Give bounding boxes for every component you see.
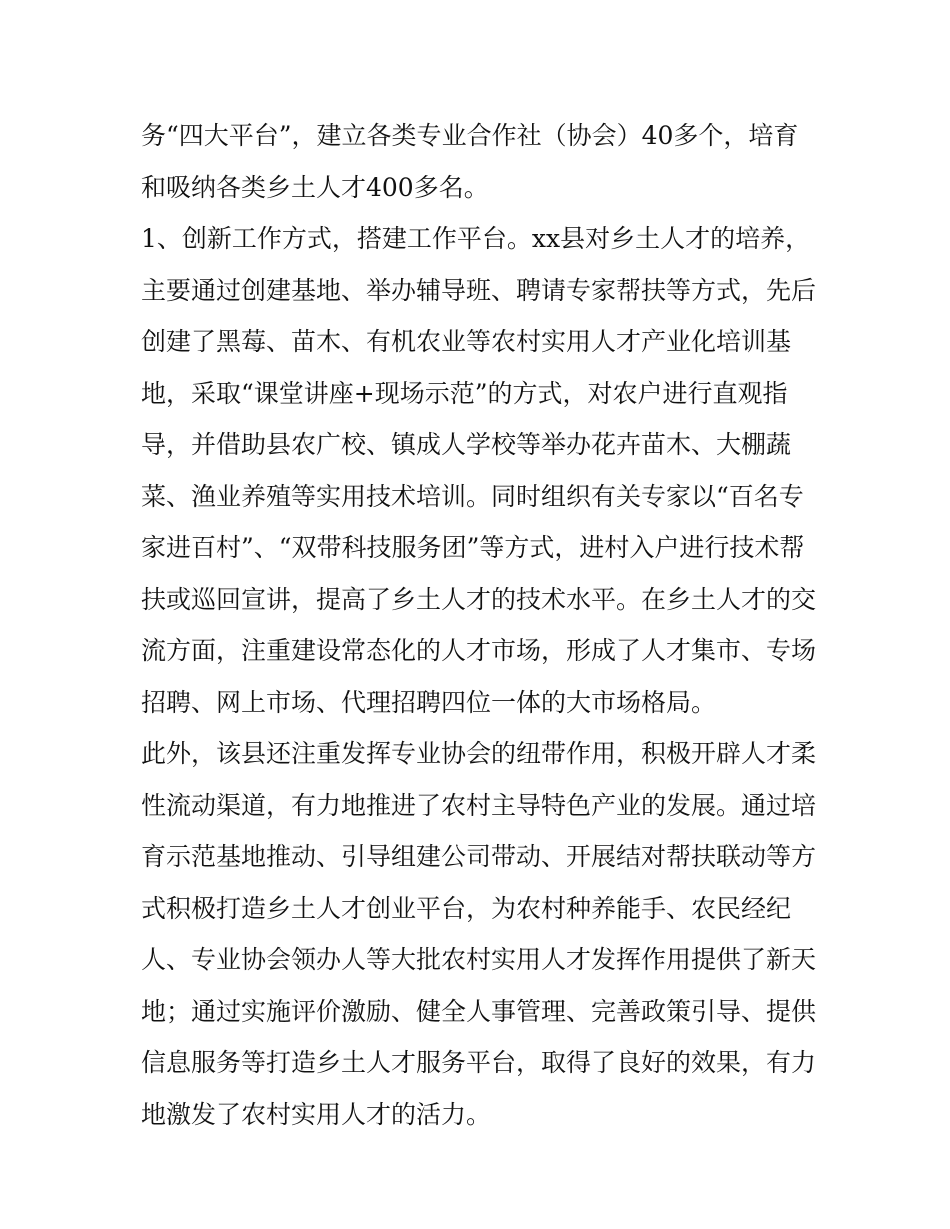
body-text <box>141 110 821 1140</box>
text-line: 此外，该县还注重发挥专业协会的纽带作用，积极开辟人才柔 <box>141 739 817 768</box>
text-line: 地激发了农村实用人才的活力。 <box>141 1099 492 1129</box>
text-line: 式积极打造乡土人才创业平台，为农村种养能手、农民经纪 <box>141 893 792 923</box>
text-line: 和吸纳各类乡土人才400多名。 <box>141 172 489 202</box>
text-line: 菜、渔业养殖等实用技术培训。同时组织有关专家以“百名专 <box>141 481 804 511</box>
text-line: 信息服务等打造乡土人才服务平台，取得了良好的效果，有力 <box>141 1048 817 1077</box>
text-line: 地，采取“课堂讲座+现场示范”的方式，对农户进行直观指 <box>141 378 788 408</box>
text-line: 招聘、网上市场、代理招聘四位一体的大市场格局。 <box>141 687 717 717</box>
text-line: 1、创新工作方式，搭建工作平台。xx县对乡土人才的培养， <box>141 224 811 253</box>
text-line: 主要通过创建基地、举办辅导班、聘请专家帮扶等方式，先后 <box>141 275 817 305</box>
text-line: 流方面，注重建设常态化的人才市场，形成了人才集市、专场 <box>141 636 817 665</box>
text-line: 创建了黑莓、苗木、有机农业等农村实用人才产业化培训基 <box>141 327 792 356</box>
text-line: 性流动渠道，有力地推进了农村主导特色产业的发展。通过培 <box>141 790 817 820</box>
text-line: 务“四大平台”，建立各类专业合作社（协会）40多个，培育 <box>141 121 799 150</box>
text-line: 导，并借助县农广校、镇成人学校等举办花卉苗木、大棚蔬 <box>141 430 792 459</box>
text-line: 地；通过实施评价激励、健全人事管理、完善政策引导、提供 <box>141 996 817 1026</box>
text-line: 育示范基地推动、引导组建公司带动、开展结对帮扶联动等方 <box>141 842 817 871</box>
text-line: 扶或巡回宣讲，提高了乡土人才的技术水平。在乡土人才的交 <box>141 584 817 614</box>
text-line: 人、专业协会领办人等大批农村实用人才发挥作用提供了新天 <box>141 945 817 974</box>
text-line: 家进百村”、“双带科技服务团”等方式，进村入户进行技术帮 <box>141 533 805 562</box>
